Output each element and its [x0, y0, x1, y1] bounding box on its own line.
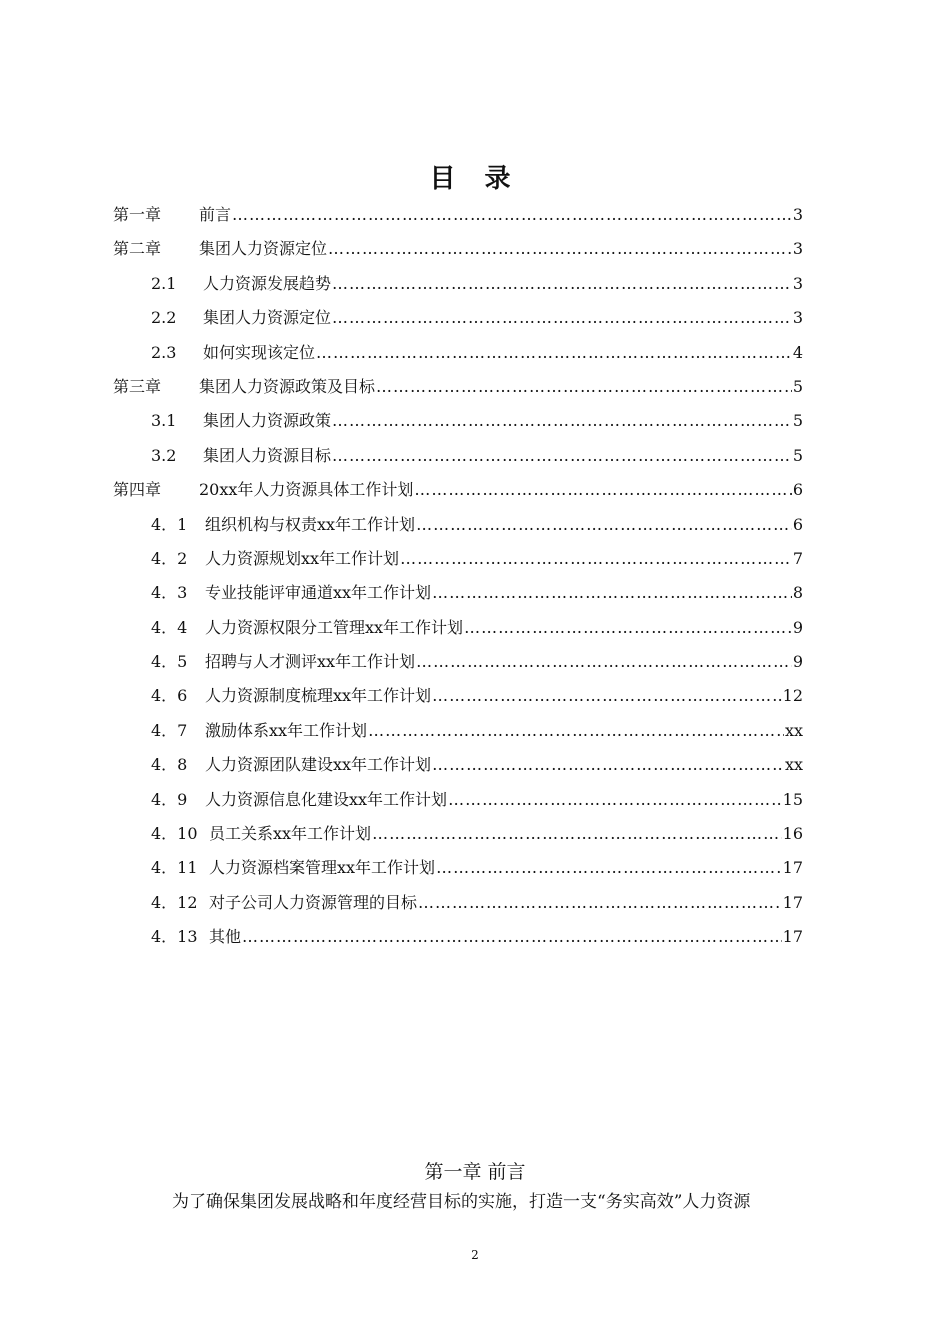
toc-entry-4-13[interactable] [113, 920, 803, 954]
toc-leader-dots [328, 232, 792, 266]
toc-entry-title: 人力资源档案管理xx年工作计划 [209, 858, 436, 878]
toc-entry-title: 对子公司人力资源管理的目标 [209, 892, 418, 912]
toc-leader-dots [416, 508, 792, 542]
toc-leader-dots [332, 301, 792, 335]
toc-entry-number: 4．12 [151, 892, 198, 912]
toc-entry-title: 人力资源规划xx年工作计划 [205, 548, 400, 568]
toc-entry-4-3[interactable] [113, 576, 803, 610]
toc-leader-dots [448, 783, 782, 817]
toc-entry-number: 第四章 [113, 480, 162, 500]
toc-entry-2-1[interactable] [113, 267, 803, 301]
toc-entry-number: 2.3 [151, 342, 177, 362]
toc-entry-2-3[interactable] [113, 336, 803, 370]
toc-entry-page: 12 [782, 686, 803, 706]
toc-entry-title: 前言 [199, 205, 232, 224]
toc-entry-title: 专业技能评审通道xx年工作计划 [205, 583, 432, 603]
toc-entry-page: 3 [792, 273, 803, 293]
toc-entry-3-2[interactable] [113, 439, 803, 473]
toc-leader-dots [232, 198, 792, 232]
toc-entry-page: 7 [792, 548, 803, 568]
toc-entry-page: 8 [792, 583, 803, 603]
toc-entry-number: 4．5 [151, 652, 188, 672]
toc-entry-number: 4．13 [151, 927, 198, 947]
toc-entry-number: 4．1 [151, 514, 188, 534]
toc-entry-title: 集团人力资源政策 [203, 411, 332, 431]
toc-entry-title: 人力资源团队建设xx年工作计划 [205, 755, 432, 775]
toc-entry-4-12[interactable] [113, 886, 803, 920]
toc-entry-4-10[interactable] [113, 817, 803, 851]
toc-entry-chapter-3[interactable] [113, 370, 803, 404]
toc-entry-number: 2.1 [151, 273, 177, 293]
toc-leader-dots [332, 267, 792, 301]
toc-entry-title: 集团人力资源定位 [203, 308, 332, 328]
toc-entry-number: 4．9 [151, 789, 188, 809]
toc-entry-number: 4．3 [151, 583, 188, 603]
toc-entry-number: 4．6 [151, 686, 188, 706]
chapter-intro-text: 为了确保集团发展战略和年度经营目标的实施，打造一支“务实高效”人力资源 [172, 1192, 751, 1212]
toc-leader-dots [400, 542, 792, 576]
toc-entry-page: 3 [792, 239, 803, 259]
toc-entry-number: 4．8 [151, 755, 188, 775]
toc-leader-dots [416, 645, 792, 679]
toc-entry-number: 4．10 [151, 824, 198, 844]
toc-entry-number: 4．4 [151, 617, 188, 637]
toc-entry-title: 人力资源发展趋势 [203, 273, 332, 293]
toc-leader-dots [376, 370, 792, 404]
toc-leader-dots [242, 920, 782, 954]
toc-entry-title: 集团人力资源目标 [203, 445, 332, 465]
toc-entry-4-11[interactable] [113, 851, 803, 885]
toc-title: 目 录 [429, 164, 521, 194]
table-of-contents [113, 198, 803, 955]
toc-entry-title: 激励体系xx年工作计划 [205, 720, 368, 740]
toc-entry-number: 第二章 [113, 239, 162, 259]
toc-entry-number: 第一章 [113, 205, 162, 224]
toc-entry-title: 集团人力资源政策及目标 [199, 376, 376, 396]
toc-entry-page: 5 [792, 411, 803, 431]
toc-entry-chapter-2[interactable] [113, 232, 803, 266]
toc-entry-title: 20xx年人力资源具体工作计划 [199, 480, 414, 500]
toc-entry-4-7[interactable] [113, 714, 803, 748]
toc-entry-2-2[interactable] [113, 301, 803, 335]
toc-entry-page: 15 [782, 789, 803, 809]
toc-leader-dots [436, 851, 782, 885]
toc-entry-page: 3 [792, 205, 803, 224]
toc-entry-4-6[interactable] [113, 679, 803, 713]
toc-entry-number: 4．11 [151, 858, 198, 878]
toc-entry-title: 如何实现该定位 [203, 342, 316, 362]
toc-leader-dots [372, 817, 782, 851]
toc-entry-4-1[interactable] [113, 508, 803, 542]
toc-entry-4-5[interactable] [113, 645, 803, 679]
toc-entry-title: 集团人力资源定位 [199, 239, 328, 259]
toc-entry-page: 16 [782, 824, 803, 844]
toc-entry-4-2[interactable] [113, 542, 803, 576]
toc-entry-number: 第三章 [113, 376, 162, 396]
toc-entry-title: 人力资源权限分工管理xx年工作计划 [205, 617, 464, 637]
toc-entry-number: 3.2 [151, 445, 177, 465]
toc-leader-dots [316, 336, 792, 370]
toc-entry-title: 员工关系xx年工作计划 [209, 824, 372, 844]
toc-leader-dots [432, 576, 792, 610]
toc-leader-dots [332, 404, 792, 438]
toc-entry-title: 招聘与人才测评xx年工作计划 [205, 652, 416, 672]
toc-entry-chapter-1[interactable] [113, 198, 803, 232]
toc-entry-number: 4．7 [151, 720, 188, 740]
toc-entry-page: 4 [792, 342, 803, 362]
toc-entry-page: 17 [782, 892, 803, 912]
toc-entry-3-1[interactable] [113, 404, 803, 438]
toc-entry-page: xx [784, 720, 803, 740]
toc-entry-4-4[interactable] [113, 611, 803, 645]
toc-entry-title: 人力资源制度梳理xx年工作计划 [205, 686, 432, 706]
toc-leader-dots [368, 714, 784, 748]
toc-entry-page: xx [784, 755, 803, 775]
toc-entry-page: 6 [792, 514, 803, 534]
toc-entry-chapter-4[interactable] [113, 473, 803, 507]
toc-entry-title: 人力资源信息化建设xx年工作计划 [205, 789, 448, 809]
toc-entry-page: 17 [782, 858, 803, 878]
toc-entry-page: 3 [792, 308, 803, 328]
toc-entry-number: 2.2 [151, 308, 177, 328]
toc-entry-page: 9 [792, 652, 803, 672]
toc-entry-number: 3.1 [151, 411, 177, 431]
toc-entry-number: 4．2 [151, 548, 188, 568]
toc-leader-dots [332, 439, 792, 473]
toc-entry-page: 5 [792, 376, 803, 396]
toc-entry-title: 组织机构与权责xx年工作计划 [205, 514, 416, 534]
toc-leader-dots [418, 886, 782, 920]
toc-entry-page: 5 [792, 445, 803, 465]
toc-entry-title: 其他 [209, 927, 242, 947]
page-number: 2 [471, 1248, 479, 1262]
toc-leader-dots [432, 748, 784, 782]
toc-entry-page: 17 [782, 927, 803, 947]
toc-entry-4-8[interactable] [113, 748, 803, 782]
chapter-heading: 第一章 前言 [424, 1161, 526, 1183]
toc-leader-dots [464, 611, 792, 645]
toc-leader-dots [432, 679, 782, 713]
toc-entry-4-9[interactable] [113, 783, 803, 817]
toc-entry-page: 9 [792, 617, 803, 637]
toc-entry-page: 6 [792, 480, 803, 500]
toc-leader-dots [414, 473, 791, 507]
